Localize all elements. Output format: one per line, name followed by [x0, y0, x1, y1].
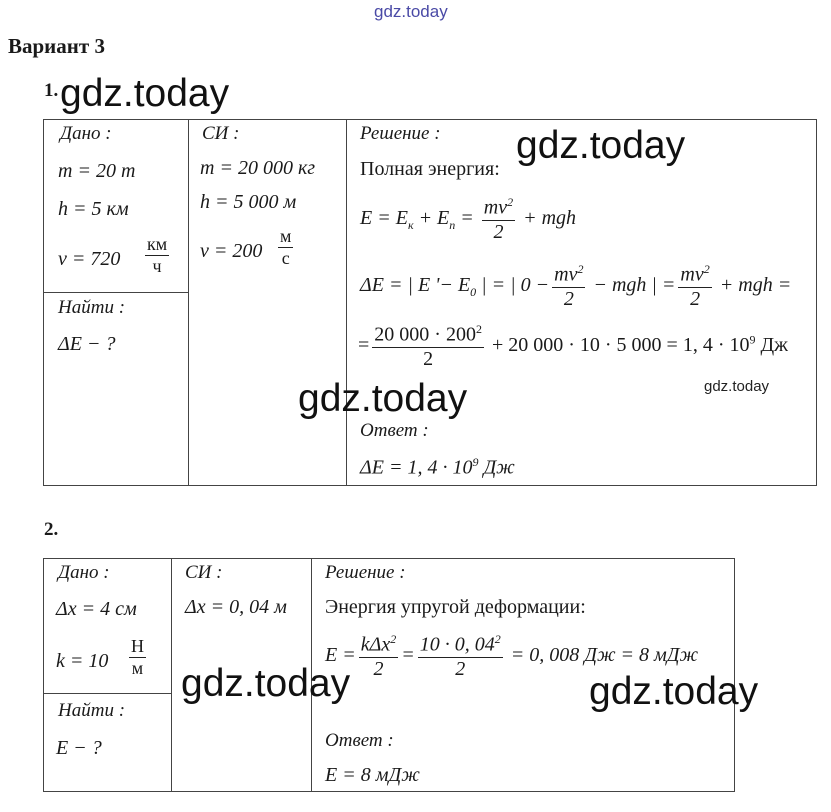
task2-find-label: Найти : [58, 700, 126, 721]
watermark-1: gdz.today [60, 72, 230, 115]
watermark-small: gdz.today [704, 378, 770, 395]
task1-find-label: Найти : [58, 297, 126, 318]
task1-answer: ΔE = 1, $4 \cdot 10^9$ Дж [360, 455, 515, 479]
task1-eq2: ΔE = | E '− $E_0$ | = | 0 − $\frac{mv^2}{2}$ − mgh | = $\frac{mv^2}{2}$ + mgh = [360, 262, 792, 310]
task1-given-v-unit: $\frac{км}{ч}$ [147, 234, 168, 276]
task2-answer-label: Ответ : [325, 730, 394, 751]
task1-find: ΔE − ? [58, 333, 116, 355]
task2-si: Δx = 0, 04 м [185, 596, 287, 618]
task1-si-h: h = 5 000 м [200, 191, 297, 213]
task1-solution-text: Полная энергия: [360, 158, 500, 180]
task1-eq3: = $\frac{20 000 \cdot 200^2}{2}$ + 20 000 · 10 · 5 000 = 1, $4 \cdot 10^9$ Дж [358, 322, 788, 370]
task1-si-v: v = 200 [200, 240, 263, 262]
task2-given-label: Дано : [58, 562, 110, 583]
task1-si-label: СИ : [202, 123, 240, 144]
task2-solution-text: Энергия упругой деформации: [325, 596, 586, 618]
task1-given-m: m = 20 т [58, 160, 136, 182]
task2-given-k-unit: $\frac{Н}{м}$ [131, 636, 144, 678]
watermark-5: gdz.today [589, 670, 759, 713]
watermark-3: gdz.today [298, 377, 468, 420]
task1-si-m: m = 20 000 кг [200, 157, 316, 179]
task2-answer: E = 8 мДж [325, 764, 420, 786]
task1-answer-label: Ответ : [360, 420, 429, 441]
task1-find-cell [43, 292, 189, 486]
task2-eq: E = $\frac{k\Delta x^2}{2}$ = $\frac{10 \cdot 0, 04^2}{2}$ = 0, 008 Дж = 8 мДж [325, 632, 699, 680]
task1-given-h: h = 5 км [58, 198, 129, 220]
page-title: Вариант 3 [8, 34, 105, 58]
task2-number: 2. [44, 519, 59, 540]
task1-eq1: $E = E_к + E_п$ = $\frac{mv^2}{2}$ + mgh [360, 195, 577, 243]
task2-si-label: СИ : [185, 562, 223, 583]
task1-number: 1. [44, 80, 59, 101]
task1-si-v-unit: $\frac{м}{с}$ [280, 226, 292, 268]
task2-solution-label: Решение : [325, 562, 406, 583]
task2-find: E − ? [56, 737, 102, 759]
task1-solution-label: Решение : [360, 123, 441, 144]
task1-given-label: Дано : [60, 123, 112, 144]
watermark-2: gdz.today [516, 124, 686, 167]
watermark-4: gdz.today [181, 662, 351, 705]
task1-given-v: v = 720 [58, 248, 121, 270]
watermark-top: gdz.today [374, 2, 448, 21]
task2-given-k: k = 10 [56, 650, 109, 672]
task2-given-dx: Δx = 4 см [56, 598, 137, 620]
